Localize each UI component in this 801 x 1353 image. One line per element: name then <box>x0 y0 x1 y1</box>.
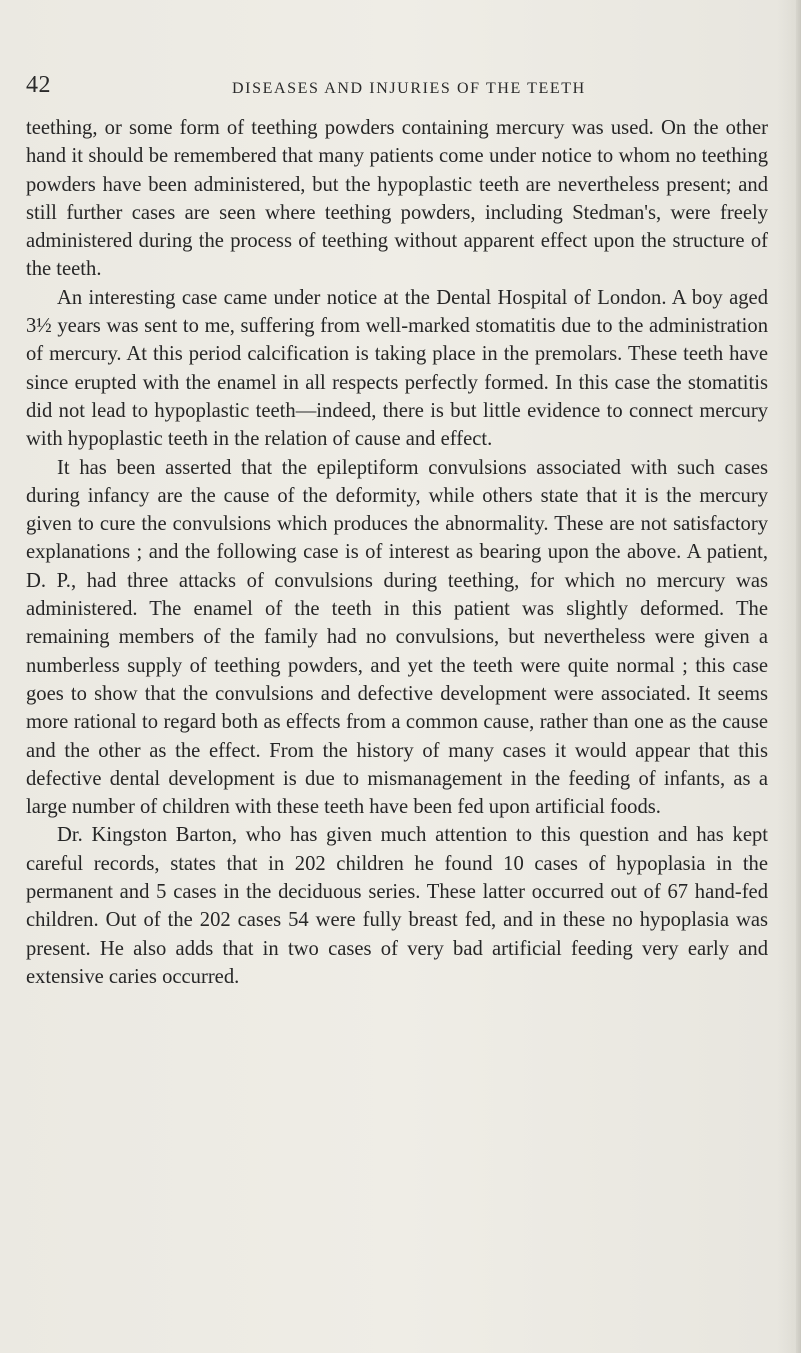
running-head: DISEASES AND INJURIES OF THE TEETH <box>232 80 586 97</box>
page-number: 42 <box>26 72 51 98</box>
paragraph-dental-hospital-case: An interesting case came under notice at the Dental Hospital of London. A boy aged 3½ years was sent to me, suffering from well-marked stomatitis due to the administration of mercury. At this period calcification is taking place in the premolars. These teeth have since erupted with the enamel in all respects perfectly formed. In this case the stomatitis did not lead to hypoplastic teeth—indeed, there is but little evidence to connect mercury with hypoplastic teeth in the relation of cause and effect. <box>26 286 768 451</box>
paragraph-teething-powders: teething, or some form of teething powders containing mercury was used. On the other hand it should be remembered that many patients come under notice to whom no teething powders have been administered, but the hypoplastic teeth are nevertheless present; and still further cases are seen where teething powders, including Stedman's, were freely administered during the process of teething without apparent effect upon the structure of the teeth. <box>26 117 768 281</box>
paragraph-kingston-barton: Dr. Kingston Barton, who has given much attention to this question and has kept careful records, states that in 202 children he found 10 cases of hypoplasia in the permanent and 5 cases in the deciduous series. These latter occurred out of 67 hand-fed children. Out of the 202 cases 54 were fully breast fed, and in these no hypoplasia was present. He also adds that in two cases of very bad artificial feeding very early and extensive caries occurred. <box>26 824 768 988</box>
paragraph-convulsions: It has been asserted that the epileptiform convulsions associated with such cases during infancy are the cause of the deformity, while others state that it is the mercury given to cure the convulsions which produces the abnormality. These are not satisfactory explanations ; and the following case is of interest as bearing upon the above. A patient, D. P., had three attacks of convulsions during teething, for which no mercury was administered. The enamel of the teeth in this patient was slightly deformed. The remaining members of the family had no convulsions, but nevertheless were given a numberless supply of teething powders, and yet the teeth were quite normal ; this case goes to show that the convulsions and defective development were associated. It seems more rational to regard both as effects from a common cause, rather than one as the cause and the other as the effect. From the history of many cases it would appear that this defective dental development is due to mismanagement in the feeding of infants, as a large number of children with these teeth have been fed upon artificial foods. <box>26 456 768 819</box>
page-edge <box>796 0 801 1353</box>
body-text <box>26 114 768 991</box>
page-header <box>0 72 801 102</box>
